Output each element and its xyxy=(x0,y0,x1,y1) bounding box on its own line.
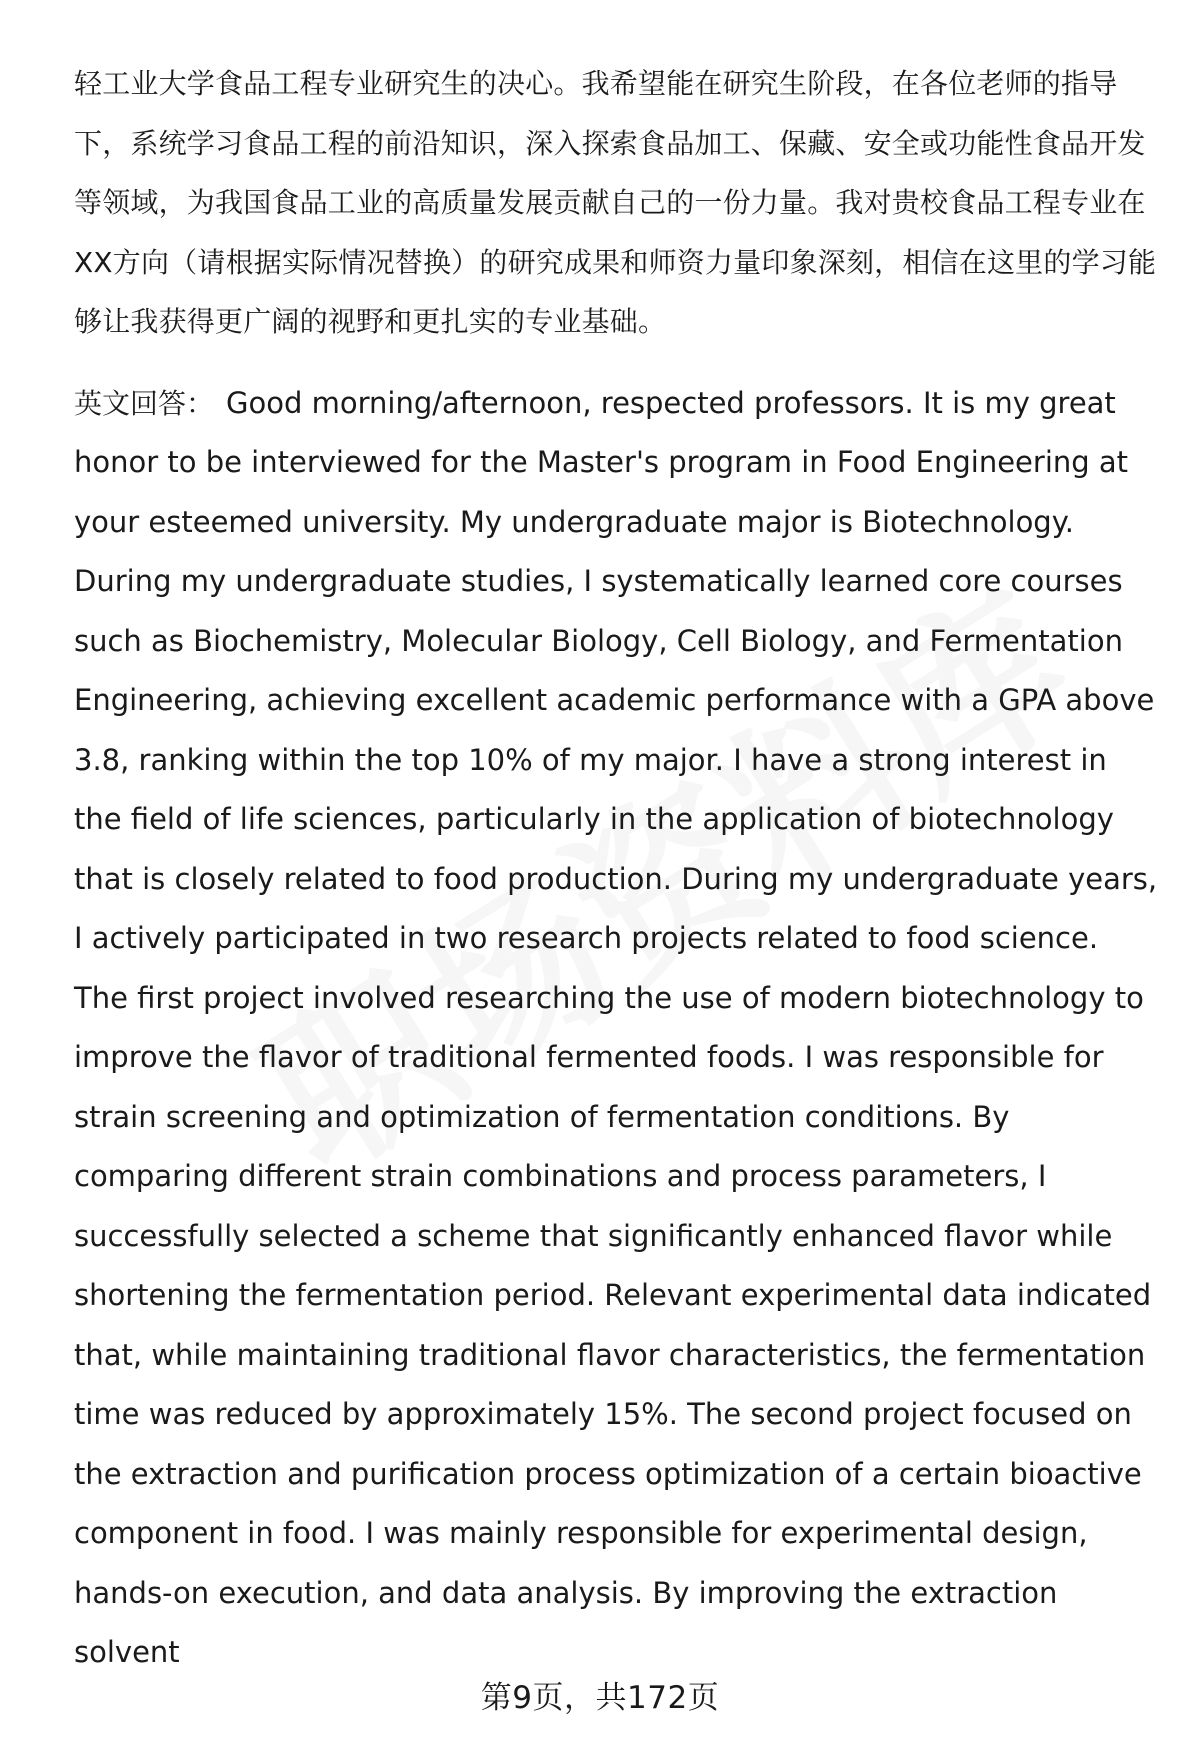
english-answer-text: Good morning/afternoon, respected professors. It is my great honor to be interviewed for the Master's program in Food Engineering at your esteemed university. My undergraduate major is Biotechnology. During my undergraduate studies, I systematically learned core courses such as Biochemistry, Molecular Biology, Cell Biology, and Fermentation Engineering, achieving excellent academic performance with a GPA above 3.8, ranking within the top 10% of my major. I have a strong interest in the field of life sciences, particularly in the application of biotechnology that is closely related to food production. During my undergraduate years, I actively participated in two research projects related to food science. The first project involved researching the use of modern biotechnology to improve the flavor of traditional fermented foods. I was responsible for strain screening and optimization of fermentation conditions. By comparing different strain combinations and process parameters, I successfully selected a scheme that significantly enhanced flavor while shortening the fermentation period. Relevant experimental data indicated that, while maintaining traditional flavor characteristics, the fermentation time was reduced by approximately 15%. The second project focused on the extraction and purification process optimization of a certain bioactive component in food. I was mainly responsible for experimental design, hands-on execution, and data analysis. By improving the extraction solvent xyxy=(74,385,1158,1669)
english-answer-paragraph xyxy=(74,374,1159,1683)
english-answer-label: 英文回答： xyxy=(74,386,215,420)
page-indicator: 第9页，共172页 xyxy=(480,1680,720,1716)
document-body xyxy=(74,54,1159,1683)
chinese-paragraph: 轻工业大学食品工程专业研究生的决心。我希望能在研究生阶段，在各位老师的指导下，系统学习食品工程的前沿知识，深入探索食品加工、保藏、安全或功能性食品开发等领域，为我国食品工业的高质量发展贡献自己的一份力量。我对贵校食品工程专业在XX方向（请根据实际情况替换）的研究成果和师资力量印象深刻，相信在这里的学习能够让我获得更广阔的视野和更扎实的专业基础。 xyxy=(74,67,1157,338)
